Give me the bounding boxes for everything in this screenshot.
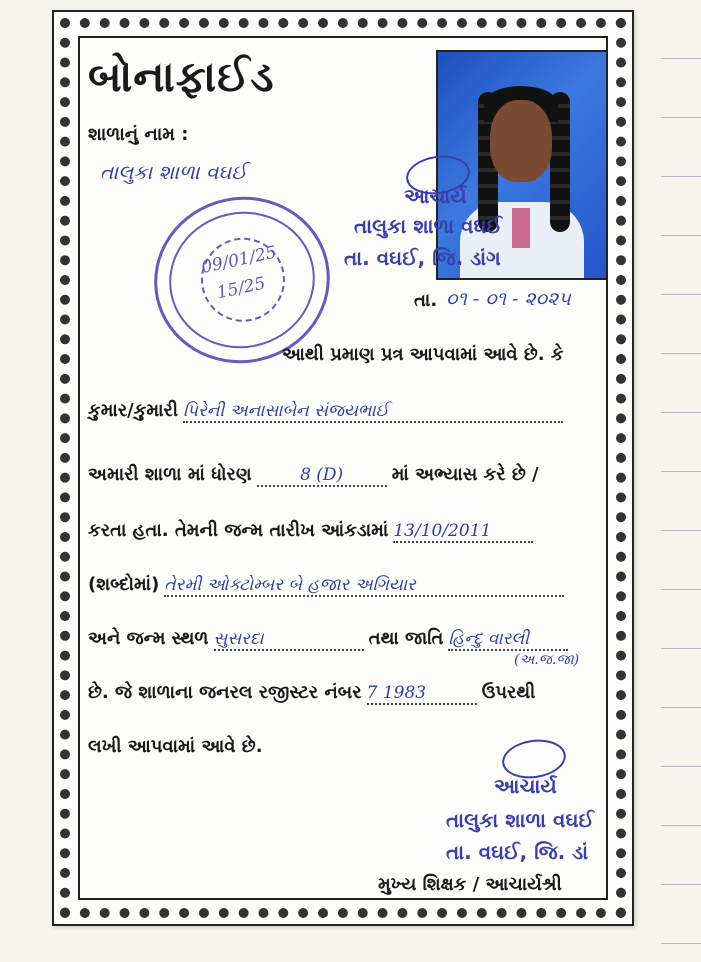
school-label: શાળાનું નામ :: [88, 124, 189, 145]
date-label: તા.: [414, 290, 438, 311]
footer-label: મુખ્ય શિક્ષક / આચાર્યશ્રી: [378, 874, 562, 895]
dob-prefix: કરતા હતા. તેમની જન્મ તારીખ આંકડામાં: [88, 520, 389, 541]
words-label: (શબ્દોમાં): [88, 574, 160, 595]
dob-row: [88, 520, 533, 543]
kumar-label: કુમાર/કુમારી: [88, 400, 178, 421]
birth-place: સુસરદા: [214, 629, 364, 651]
student-name-row: [88, 400, 600, 423]
certificate-title: બોનાફાઈડ: [88, 52, 275, 101]
register-number: 7 1983: [367, 683, 477, 705]
standard-prefix: અમારી શાળા માં ધોરણ: [88, 464, 252, 485]
register-suffix: ઉપરથી: [481, 682, 536, 703]
certificate-line-1: આથી પ્રમાણ પ્રત્ર આપવામાં આવે છે. કે: [282, 344, 564, 365]
caste-value: હિન્દુ વારલી: [448, 629, 568, 651]
standard-row: [88, 464, 539, 487]
closing-line: લખી આપવામાં આવે છે.: [88, 736, 263, 757]
dob-words-row: [88, 574, 564, 597]
ruled-notebook-edge: [661, 0, 701, 962]
caste-label: તથા જાતિ: [368, 628, 444, 649]
birth-label: અને જન્મ સ્થળ: [88, 628, 209, 649]
date-value: ૦૧ - ૦૧ - ૨૦૨૫: [446, 288, 571, 310]
seal-line-2: તાલુકા શાળા વઘઈ: [354, 214, 503, 238]
caste-sub: (અ.જ.જા): [514, 652, 580, 668]
school-name: તાલુકા શાળા વઘઈ: [100, 160, 247, 184]
certificate: [52, 10, 634, 926]
register-row: [88, 682, 535, 705]
seal-date: 09/01/25: [199, 242, 279, 278]
student-name: પિરેની અનાસાબેન સંજયભાઈ: [183, 401, 563, 423]
seal-number: 15/25: [215, 273, 268, 304]
standard-value: 8 (D): [257, 465, 387, 487]
dob-value: 13/10/2011: [393, 521, 533, 543]
seal-line-3: તા. વઘઈ, જિ. ડાંગ: [344, 246, 501, 270]
seal-line-1: આચાર્ય: [404, 184, 467, 208]
sign-stamp-line-1: આચાર્ય: [494, 774, 557, 798]
register-prefix: છે. જે શાળાના જનરલ રજીસ્ટર નંબર: [88, 682, 362, 703]
birth-caste-row: [88, 628, 568, 651]
sign-stamp-line-2: તાલુકા શાળા વઘઈ: [446, 808, 595, 832]
standard-suffix: માં અભ્યાસ કરે છે /: [391, 464, 539, 485]
sign-stamp-line-3: તા. વઘઈ, જિ. ડાં: [446, 840, 589, 864]
dob-words: તેરમી ઓક્ટોમ્બર બે હજાર અગિયાર: [164, 575, 564, 597]
